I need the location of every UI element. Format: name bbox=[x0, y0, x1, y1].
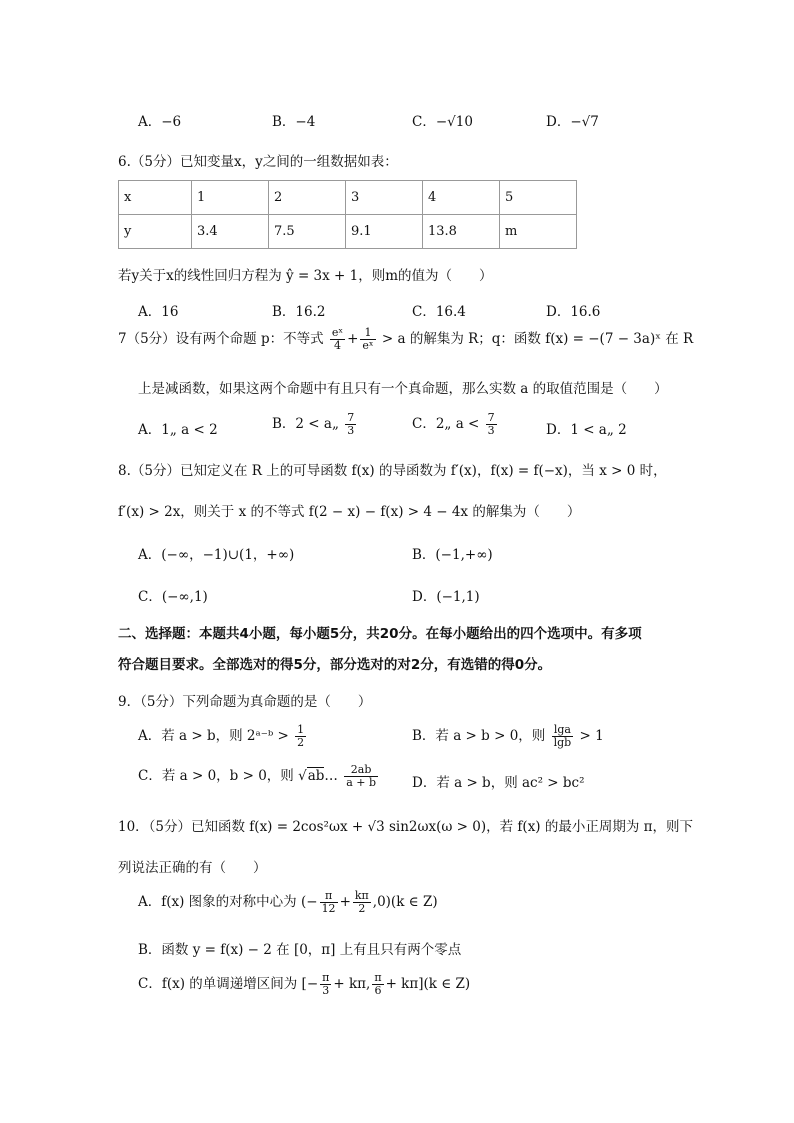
denominator: 4 bbox=[334, 339, 341, 353]
q10-option-c-text: C．f(x) 的单调递增区间为 [− bbox=[138, 976, 319, 993]
denominator: eˣ bbox=[362, 339, 374, 353]
numerator: π bbox=[322, 971, 330, 984]
fraction bbox=[486, 412, 497, 437]
fraction bbox=[372, 972, 383, 997]
table-cell: 3 bbox=[346, 181, 423, 215]
denominator: 2 bbox=[297, 736, 305, 750]
denominator: 3 bbox=[487, 424, 495, 438]
plus-sign: + bbox=[339, 894, 351, 911]
fraction bbox=[345, 412, 356, 437]
q10-option-c bbox=[138, 972, 470, 997]
q6-option-d: D．16.6 bbox=[546, 304, 601, 320]
q9-option-a bbox=[138, 724, 308, 749]
fraction bbox=[353, 890, 371, 915]
data-table bbox=[118, 180, 577, 249]
numerator: π bbox=[320, 890, 338, 903]
table-cell: 4 bbox=[423, 181, 500, 215]
q6-stem: 6.（5分）已知变量x，y之间的一组数据如表： bbox=[118, 154, 398, 170]
q6-regression-text: 若y关于x的线性回归方程为 ŷ = 3x + 1，则m的值为（ ） bbox=[118, 268, 493, 284]
table-cell: 2 bbox=[269, 181, 346, 215]
table-cell: y bbox=[119, 215, 192, 249]
q6-option-a: A．16 bbox=[138, 304, 179, 320]
fraction bbox=[320, 972, 331, 997]
section-heading-line2: 符合题目要求。全部选对的得5分，部分选对的对2分，有选错的得0分。 bbox=[118, 657, 552, 673]
q7-line2: 上是减函数，如果这两个命题中有且只有一个真命题，那么实数 a 的取值范围是（ ） bbox=[138, 381, 668, 397]
fraction bbox=[330, 327, 345, 352]
q10-line1: 10．（5分）已知函数 f(x) = 2cos²ωx + √3 sin2ωx(ω > 0)，若 f(x) 的最小正周期为 π，则下 bbox=[118, 819, 694, 835]
q9-option-c-mid: … bbox=[324, 768, 338, 785]
denominator: a + b bbox=[346, 776, 376, 790]
sqrt-radicand: ab bbox=[307, 768, 325, 785]
q7-option-d: D．1 < a„ 2 bbox=[546, 422, 627, 438]
denominator: 3 bbox=[347, 424, 355, 438]
table-row-y bbox=[119, 215, 577, 249]
q10-option-b: B．函数 y = f(x) − 2 在 [0，π] 上有且只有两个零点 bbox=[138, 942, 462, 958]
q9-option-b bbox=[412, 724, 604, 749]
fraction bbox=[344, 764, 378, 789]
numerator: 1 bbox=[297, 723, 305, 736]
q9-option-b-tail: > 1 bbox=[579, 728, 604, 745]
table-cell: 3.4 bbox=[192, 215, 269, 249]
table-cell: x bbox=[119, 181, 192, 215]
table-cell: 1 bbox=[192, 181, 269, 215]
q9-option-d: D．若 a > b，则 ac² > bc² bbox=[412, 775, 585, 791]
q7-line1: 7（5分）设有两个命题 p：不等式 $\frac{\text{eˣ}}{4}$ + $\frac{1}{\text{eˣ}}$ > a 的解集为 R；q：函数 f(x) = −(7 − 3a)ˣ 在 R bbox=[118, 326, 694, 353]
q10-option-a bbox=[138, 890, 438, 915]
q10-option-c-mid: + kπ, bbox=[333, 976, 371, 993]
numerator: 7 bbox=[487, 411, 495, 424]
table-cell: m bbox=[500, 215, 577, 249]
fraction bbox=[552, 724, 574, 749]
q5-option-a: A．−6 bbox=[138, 114, 182, 130]
q6-option-c: C．16.4 bbox=[412, 304, 466, 320]
q8-option-b: B．(−1,+∞) bbox=[412, 547, 493, 563]
q5-option-d: D．−√7 bbox=[546, 114, 599, 130]
fraction bbox=[320, 890, 338, 915]
q7-stem-start: 7（5分）设有两个命题 p：不等式 bbox=[118, 331, 324, 348]
q7-option-c bbox=[412, 412, 499, 437]
numerator: kπ bbox=[354, 889, 369, 902]
table-cell: 13.8 bbox=[423, 215, 500, 249]
q5-option-c: C．−√10 bbox=[412, 114, 473, 130]
q7-stem-end: > a 的解集为 R；q：函数 f(x) = −(7 − 3a)ˣ 在 R bbox=[381, 331, 694, 348]
numerator: 1 bbox=[360, 327, 375, 340]
q10-line2: 列说法正确的有（ ） bbox=[118, 860, 267, 876]
q8-line1: 8.（5分）已知定义在 R 上的可导函数 f(x) 的导函数为 f′(x)，f(x) = f(−x)，当 x > 0 时， bbox=[118, 463, 667, 479]
fraction bbox=[360, 327, 375, 352]
fraction bbox=[295, 724, 306, 749]
q7-option-b-text: B．2 < a„ bbox=[272, 416, 339, 433]
denominator: 2 bbox=[358, 902, 366, 916]
q9-option-c-text: C．若 a > 0，b > 0，则 bbox=[138, 768, 294, 785]
numerator: eˣ bbox=[331, 326, 344, 339]
q8-option-d: D．(−1,1) bbox=[412, 589, 480, 605]
q7-option-c-text: C．2„ a < bbox=[412, 416, 480, 433]
section-heading-line1: 二、选择题：本题共4小题，每小题5分，共20分。在每小题给出的四个选项中。有多项 bbox=[118, 626, 642, 642]
q9-stem: 9．（5分）下列命题为真命题的是（ ） bbox=[118, 694, 372, 710]
q7-option-a: A．1„ a < 2 bbox=[138, 422, 218, 438]
q8-option-c: C．(−∞,1) bbox=[138, 589, 208, 605]
table-cell: 5 bbox=[500, 181, 577, 215]
numerator: π bbox=[374, 971, 382, 984]
denominator: lgb bbox=[553, 736, 572, 750]
q10-option-a-text: A．f(x) 图象的对称中心为 (− bbox=[138, 894, 318, 911]
q9-option-c: C．若 a > 0，b > 0，则 √ab… $\frac{2ab}{a + b}$ bbox=[138, 763, 376, 790]
table-cell: 9.1 bbox=[346, 215, 423, 249]
q8-option-a: A．(−∞，−1)∪(1，+∞) bbox=[138, 547, 295, 563]
table-row-x bbox=[119, 181, 577, 215]
q5-option-b: B．−4 bbox=[272, 114, 316, 130]
q8-line2: f′(x) > 2x，则关于 x 的不等式 f(2 − x) − f(x) > 4 − 4x 的解集为（ ） bbox=[118, 504, 581, 520]
denominator: 3 bbox=[322, 984, 330, 998]
q9-option-a-text: A．若 a > b，则 2ᵃ⁻ᵇ > bbox=[138, 728, 289, 745]
table-cell: 7.5 bbox=[269, 215, 346, 249]
q10-option-c-tail: + kπ](k ∈ Z) bbox=[385, 976, 471, 993]
q10-option-a-tail: ,0)(k ∈ Z) bbox=[372, 894, 438, 911]
q6-option-b: B．16.2 bbox=[272, 304, 326, 320]
numerator: lga bbox=[552, 724, 574, 737]
denominator: 6 bbox=[374, 984, 382, 998]
q7-option-b bbox=[272, 412, 358, 437]
q9-option-b-text: B．若 a > b > 0，则 bbox=[412, 728, 546, 745]
denominator: 12 bbox=[321, 902, 336, 916]
numerator: 7 bbox=[347, 411, 355, 424]
numerator: 2ab bbox=[344, 764, 378, 777]
